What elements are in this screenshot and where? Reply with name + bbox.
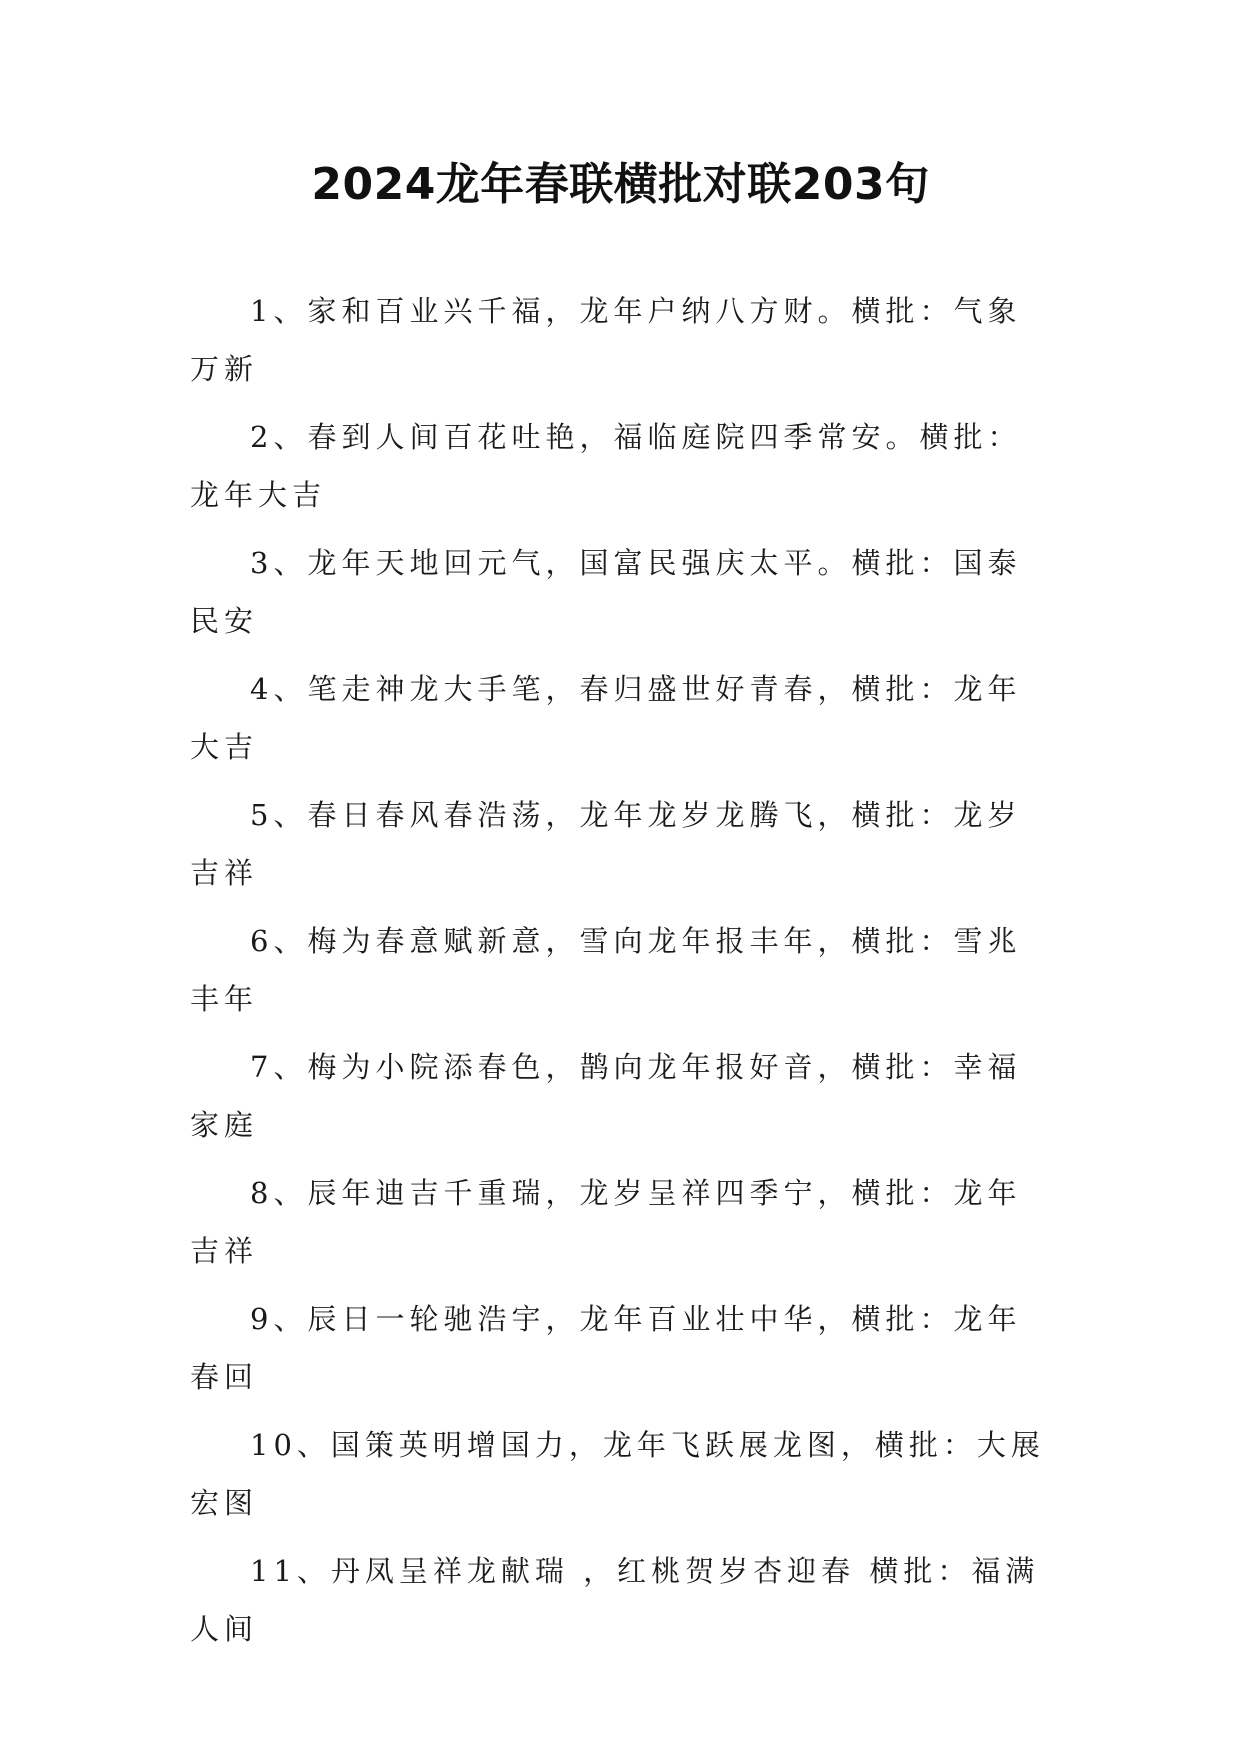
couplet-entry-7: 7、梅为小院添春色，鹊向龙年报好音，横批：幸福家庭 bbox=[190, 1050, 1022, 1142]
couplet-entry-11: 11、丹凤呈祥龙献瑞 ，红桃贺岁杏迎春 横批：福满人间 bbox=[190, 1554, 1040, 1646]
couplet-entry-1: 1、家和百业兴千福，龙年户纳八方财。横批：气象万新 bbox=[190, 294, 1022, 386]
couplet-entry-3: 3、龙年天地回元气，国富民强庆太平。横批：国泰民安 bbox=[190, 546, 1022, 638]
couplet-entry-10: 10、国策英明增国力，龙年飞跃展龙图，横批：大展宏图 bbox=[190, 1428, 1045, 1520]
couplet-entry-2: 2、春到人间百花吐艳，福临庭院四季常安。横批：龙年大吉 bbox=[190, 420, 1022, 512]
couplet-entry-4: 4、笔走神龙大手笔，春归盛世好青春，横批：龙年大吉 bbox=[190, 672, 1022, 764]
document-title: 2024龙年春联横批对联203句 bbox=[311, 159, 930, 210]
couplet-list bbox=[190, 282, 1052, 1668]
couplet-entry-8: 8、辰年迪吉千重瑞，龙岁呈祥四季宁，横批：龙年吉祥 bbox=[190, 1176, 1022, 1268]
couplet-entry-5: 5、春日春风春浩荡，龙年龙岁龙腾飞，横批：龙岁吉祥 bbox=[190, 798, 1022, 890]
couplet-entry-6: 6、梅为春意赋新意，雪向龙年报丰年，横批：雪兆丰年 bbox=[190, 924, 1022, 1016]
couplet-entry-9: 9、辰日一轮驰浩宇，龙年百业壮中华，横批：龙年春回 bbox=[190, 1302, 1022, 1394]
